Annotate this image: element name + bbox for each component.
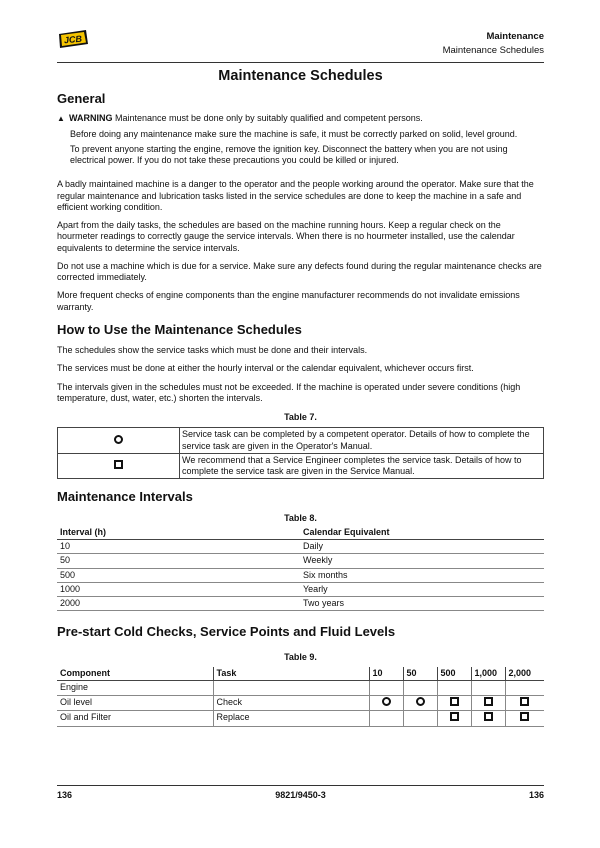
general-paragraph-3: Do not use a machine which is due for a service. Make sure any defects found during the regular maintenance checks are corrected immediately.	[57, 260, 542, 283]
interval-mark	[471, 696, 505, 711]
symbol-description: Service task can be completed by a competent operator. Details of how to complete the service task are given in the Operator's Manual.	[180, 428, 544, 454]
square-icon	[484, 697, 493, 706]
interval-cell: 500	[57, 568, 300, 582]
circle-icon	[382, 697, 391, 706]
column-header: Component	[57, 667, 213, 681]
table-row	[57, 540, 544, 554]
header-section: Maintenance	[486, 31, 544, 42]
interval-mark	[437, 696, 471, 711]
page-content	[57, 66, 544, 727]
table-row	[58, 428, 544, 454]
intervals-heading: Maintenance Intervals	[57, 489, 193, 505]
column-header: 500	[437, 667, 471, 681]
task-cell: Check	[213, 696, 369, 711]
page-number-right: 136	[528, 790, 544, 800]
how-to-paragraph-1: The schedules show the service tasks which must be done and their intervals.	[57, 345, 368, 356]
warning-text: Maintenance must be done only by suitably qualified and competent persons.	[115, 113, 423, 124]
column-header: 2,000	[505, 667, 544, 681]
warning-paragraph-2: Before doing any maintenance make sure the machine is safe, it must be correctly parked on solid, level ground.	[70, 128, 518, 139]
interval-mark	[505, 696, 544, 711]
interval-mark	[437, 711, 471, 726]
table-row	[57, 696, 544, 711]
task-cell: Replace	[213, 711, 369, 726]
column-header: 1,000	[471, 667, 505, 681]
interval-mark	[369, 696, 403, 711]
column-header: Interval (h)	[57, 526, 300, 540]
interval-mark	[505, 711, 544, 726]
symbol-description: We recommend that a Service Engineer completes the service task. Details of how to complete the service task are given in the Service Manual.	[180, 453, 544, 479]
document-number: 9821/9450-3	[275, 790, 326, 800]
column-header: 10	[369, 667, 403, 681]
page-title: Maintenance Schedules	[218, 68, 383, 84]
square-icon	[450, 712, 459, 721]
calendar-cell: Two years	[300, 597, 544, 611]
warning-line	[69, 113, 423, 124]
interval-cell: 1000	[57, 582, 300, 596]
column-header: Task	[213, 667, 369, 681]
table-row	[57, 568, 544, 582]
warning-label: WARNING	[69, 113, 113, 124]
table-group-row	[57, 681, 544, 696]
column-header: 50	[403, 667, 437, 681]
warning-icon: ▲	[57, 114, 65, 124]
general-paragraph-2: Apart from the daily tasks, the schedules are based on the machine running hours. Keep a regular check on the hourmeter readings to correctly gauge the service intervals. When there is no hourmeter installed, use the calendar equivalents to determine the service intervals.	[57, 220, 515, 253]
page-footer	[57, 790, 544, 801]
logo-text: JCB	[63, 33, 83, 46]
circle-icon	[416, 697, 425, 706]
interval-mark	[369, 711, 403, 726]
interval-cell: 50	[57, 554, 300, 568]
circle-icon	[114, 435, 123, 444]
interval-mark	[403, 696, 437, 711]
general-heading: General	[57, 91, 106, 107]
square-icon	[520, 697, 529, 706]
general-paragraph-4: More frequent checks of engine components than the engine manufacturer recommends do not invalidate emissions warranty.	[57, 290, 520, 312]
table-row	[57, 597, 544, 611]
table-row	[57, 711, 544, 726]
square-icon	[520, 712, 529, 721]
table-header-row	[57, 667, 544, 681]
interval-mark	[471, 711, 505, 726]
general-paragraph-1: A badly maintained machine is a danger to the operator and the people working around the operator. Make sure that the regular maintenance and lubrication tasks listed in the service schedules are done to keep the machine in a safe and efficient working condition.	[57, 179, 534, 212]
symbol-cell	[58, 428, 180, 454]
table-row	[57, 582, 544, 596]
page-number-left: 136	[57, 790, 73, 800]
warning-paragraph-3: To prevent anyone starting the engine, remove the ignition key. Disconnect the battery when you are not using electrical power. If you do not take these precautions you could be killed or injured.	[70, 143, 508, 166]
header-rule	[57, 62, 544, 63]
warning-block	[57, 113, 544, 124]
symbol-key-table	[57, 427, 544, 479]
footer-rule	[57, 785, 544, 786]
how-to-paragraph-2: The services must be done at either the hourly interval or the calendar equivalent, whichever occurs first.	[57, 363, 474, 374]
header-subsection: Maintenance Schedules	[442, 44, 544, 56]
table-9-caption: Table 9.	[284, 651, 317, 662]
component-cell: Oil and Filter	[57, 711, 213, 726]
prestart-heading: Pre-start Cold Checks, Service Points and Fluid Levels	[57, 624, 396, 640]
intervals-table	[57, 526, 544, 612]
group-label: Engine	[57, 681, 213, 696]
table-header-row	[57, 526, 544, 540]
calendar-cell: Yearly	[300, 582, 544, 596]
running-header	[443, 31, 544, 57]
square-icon	[484, 712, 493, 721]
table-7-caption: Table 7.	[284, 412, 317, 423]
column-header: Calendar Equivalent	[300, 526, 544, 540]
jcb-logo	[57, 30, 89, 48]
how-to-paragraph-3: The intervals given in the schedules must not be exceeded. If the machine is operated under severe conditions (high temperature, dust, water, etc.) shorten the intervals.	[57, 381, 521, 403]
prestart-table	[57, 667, 544, 727]
table-8-caption: Table 8.	[284, 512, 317, 523]
interval-cell: 10	[57, 540, 300, 554]
calendar-cell: Daily	[300, 540, 544, 554]
how-to-heading: How to Use the Maintenance Schedules	[57, 321, 302, 337]
square-icon	[114, 460, 123, 469]
interval-mark	[403, 711, 437, 726]
square-icon	[450, 697, 459, 706]
interval-cell: 2000	[57, 597, 300, 611]
component-cell: Oil level	[57, 696, 213, 711]
table-row	[57, 554, 544, 568]
calendar-cell: Weekly	[300, 554, 544, 568]
symbol-cell	[58, 453, 180, 479]
table-row	[58, 453, 544, 479]
calendar-cell: Six months	[300, 568, 544, 582]
